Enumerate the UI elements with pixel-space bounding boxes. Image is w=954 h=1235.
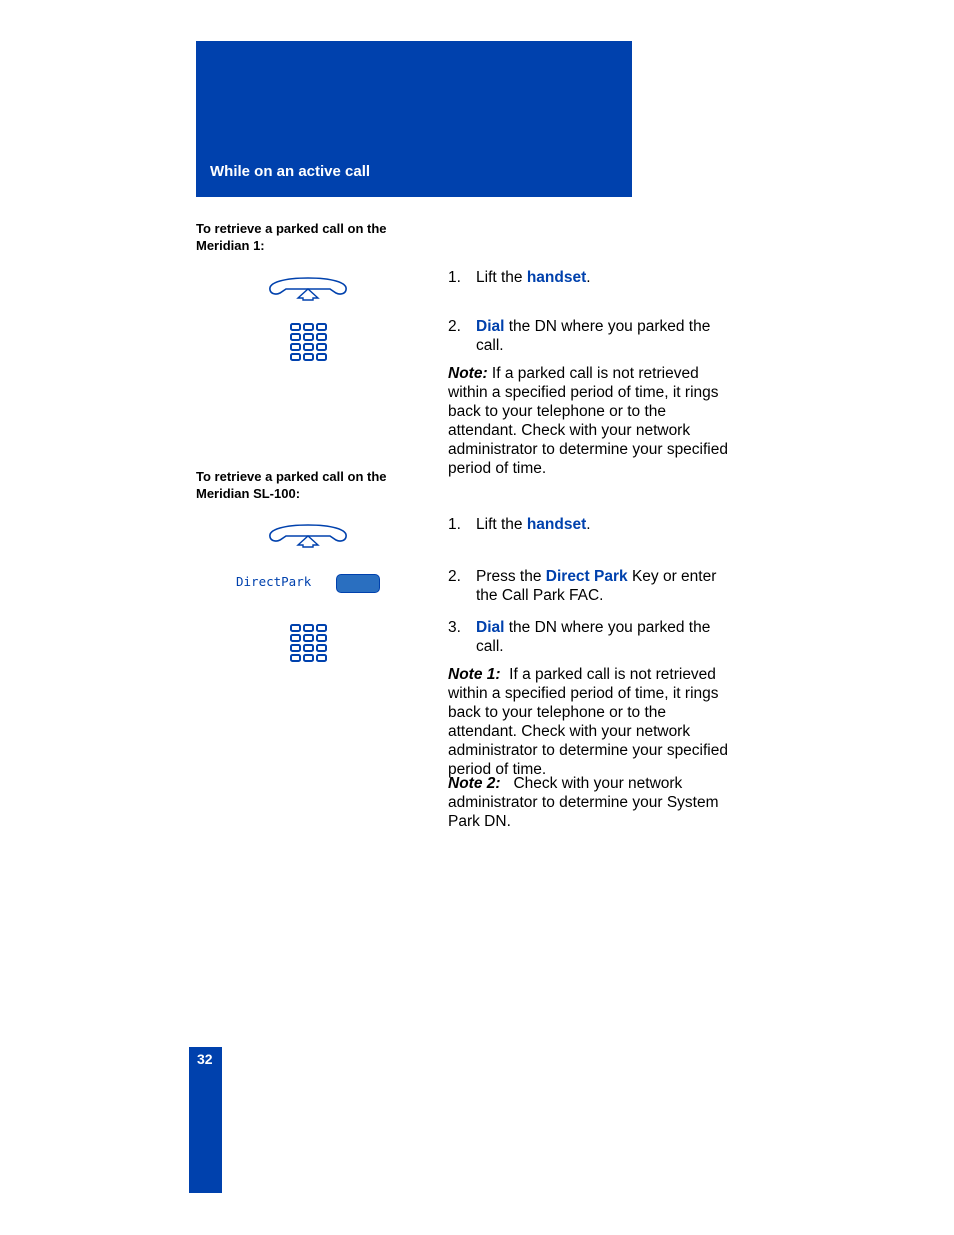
softkey-button[interactable] xyxy=(336,574,380,593)
keyword-dial: Dial xyxy=(476,619,505,636)
keyword-direct-park: Direct Park xyxy=(545,568,628,585)
page-tab xyxy=(189,1047,222,1193)
page-title: While on an active call xyxy=(210,163,371,180)
handset-icon xyxy=(266,276,350,302)
page-number: 32 xyxy=(197,1051,213,1067)
section-heading-meridian-sl-100: To retrieve a parked call on the Meridian SL-100: xyxy=(196,469,387,501)
keyword-dial: Dial xyxy=(476,318,505,335)
handset-icon xyxy=(266,523,350,549)
step-lift-handset: 1. Lift the handset. xyxy=(448,516,591,533)
keyword-handset: handset xyxy=(526,516,587,533)
softkey-label-directpark: DirectPark xyxy=(236,574,312,589)
note-1: Note 1: If a parked call is not retrieved within a specified period of time, it rings back to your telephone or to the attendant. Check with your network administrator to determine your specified period of time. xyxy=(448,666,733,778)
keypad-icon xyxy=(289,322,329,362)
step-dial: 3. Dial the DN where you parked the call. xyxy=(448,619,711,655)
note-2: Note 2: Check with your network administrator to determine your System Park DN. xyxy=(448,775,723,830)
keypad-icon xyxy=(289,623,329,663)
section-heading-meridian-1: To retrieve a parked call on the Meridian 1: xyxy=(196,221,387,253)
step-lift-handset: 1. Lift the handset. xyxy=(448,269,591,286)
header-band xyxy=(196,41,632,197)
step-dial: 2. Dial the DN where you parked the call. xyxy=(448,318,711,354)
keyword-handset: handset xyxy=(526,269,587,286)
note: Note: If a parked call is not retrieved within a specified period of time, it rings back to your telephone or to the attendant. Check with your network administrator to determine your specified period of time. xyxy=(448,365,728,477)
step-press-direct-park: 2. Press the Direct Park Key or enter the Call Park FAC. xyxy=(448,568,717,604)
